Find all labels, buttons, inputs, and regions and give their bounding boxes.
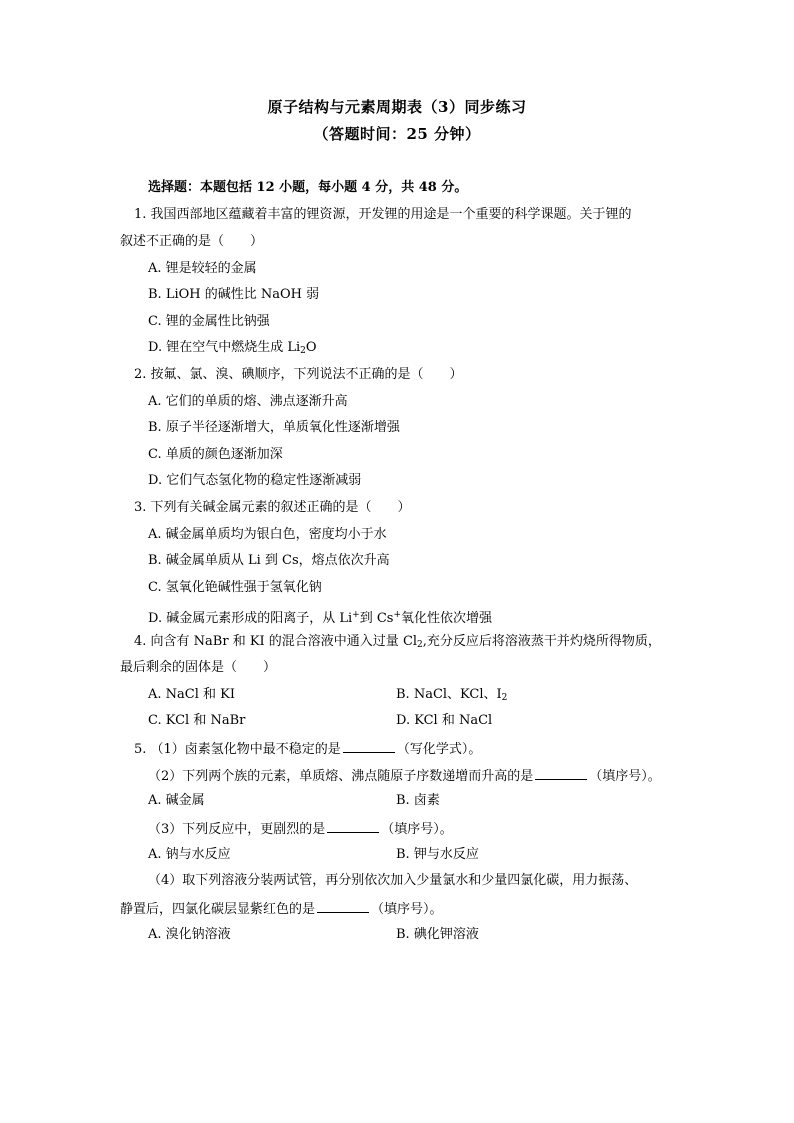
- q5-part3-option-b: B. 钾与水反应: [396, 847, 479, 862]
- q2-stem: 2. 按氟、氯、溴、碘顺序，下列说法不正确的是（ ）: [134, 367, 463, 382]
- q5-part3-option-a: A. 钠与水反应: [148, 847, 231, 862]
- q1-option-c: C. 锂的金属性比钠强: [148, 314, 270, 329]
- q5-part1-blank[interactable]: [343, 740, 395, 753]
- q1-option-a: A. 锂是较轻的金属: [148, 261, 257, 276]
- q2-option-c: C. 单质的颜色逐渐加深: [148, 447, 283, 462]
- q1-option-b: B. LiOH 的碱性比 NaOH 弱: [148, 287, 320, 302]
- q3-option-c: C. 氢氧化铯碱性强于氢氧化钠: [148, 580, 322, 595]
- q4-stem-line2: 最后剩余的固体是（ ）: [120, 660, 277, 675]
- q5-part3: （3）下列反应中，更剧烈的是 （填序号）。: [148, 822, 453, 837]
- q2-option-a: A. 它们的单质的熔、沸点逐渐升高: [148, 394, 348, 409]
- q5-part4-option-a: A. 溴化钠溶液: [148, 927, 231, 942]
- q4-stem-line1: 4. 向含有 NaBr 和 KI 的混合溶液中通入过量 $Cl_2$,充分反应后将溶液蒸干并灼烧所得物质，: [134, 634, 661, 650]
- q4-option-c: C. KCl 和 NaBr: [148, 713, 246, 728]
- q5-part2-option-b: B. 卤素: [396, 793, 440, 808]
- q2-option-b: B. 原子半径逐渐增大，单质氧化性逐渐增强: [148, 420, 400, 435]
- q5-part2: （2）下列两个族的元素，单质熔、沸点随原子序数递增而升高的是 （填序号）。: [148, 769, 661, 784]
- q4-option-d: D. KCl 和 NaCl: [396, 713, 493, 728]
- q4-option-a: A. NaCl 和 KI: [148, 687, 235, 702]
- page-subtitle: （答题时间：25 分钟）: [313, 125, 481, 143]
- q5-part2-blank[interactable]: [535, 767, 587, 780]
- q5-part2-option-a: A. 碱金属: [148, 793, 205, 808]
- section-heading: 选择题：本题包括 12 小题，每小题 4 分，共 48 分。: [148, 180, 468, 195]
- q5-part4-line1: （4）取下列溶液分装两试管，再分别依次加入少量氯水和少量四氯化碳，用力振荡、: [148, 873, 638, 888]
- q5-part4-option-b: B. 碘化钾溶液: [396, 927, 479, 942]
- q1-stem-line2: 叙述不正确的是（ ）: [120, 234, 264, 249]
- page-title: 原子结构与元素周期表（3）同步练习: [267, 98, 527, 116]
- q5-part4-line2: 静置后，四氯化碳层显紫红色的是 （填序号）。: [120, 902, 443, 917]
- q3-option-b: B. 碱金属单质从 Li 到 Cs，熔点依次升高: [148, 553, 390, 568]
- q3-option-d: D. 碱金属元素形成的阳离子，从 Li+到 Cs+氧化性依次增强: [148, 610, 493, 626]
- q1-stem-line1: 1. 我国西部地区蕴藏着丰富的锂资源，开发锂的用途是一个重要的科学课题。关于锂的: [134, 207, 632, 222]
- q5-part3-blank[interactable]: [327, 820, 379, 833]
- q2-option-d: D. 它们气态氢化物的稳定性逐渐减弱: [148, 473, 362, 488]
- q1-option-d: D. 锂在空气中燃烧生成 $Li_2O$: [148, 340, 317, 356]
- q3-stem: 3. 下列有关碱金属元素的叙述正确的是（ ）: [134, 500, 411, 515]
- q5-part4-blank[interactable]: [317, 900, 369, 913]
- q3-option-a: A. 碱金属单质均为银白色，密度均小于水: [148, 527, 387, 542]
- q5-part1: 5. （1）卤素氢化物中最不稳定的是 （写化学式）。: [134, 742, 482, 757]
- q4-option-b: B. NaCl、KCl、$I_2$: [396, 687, 508, 703]
